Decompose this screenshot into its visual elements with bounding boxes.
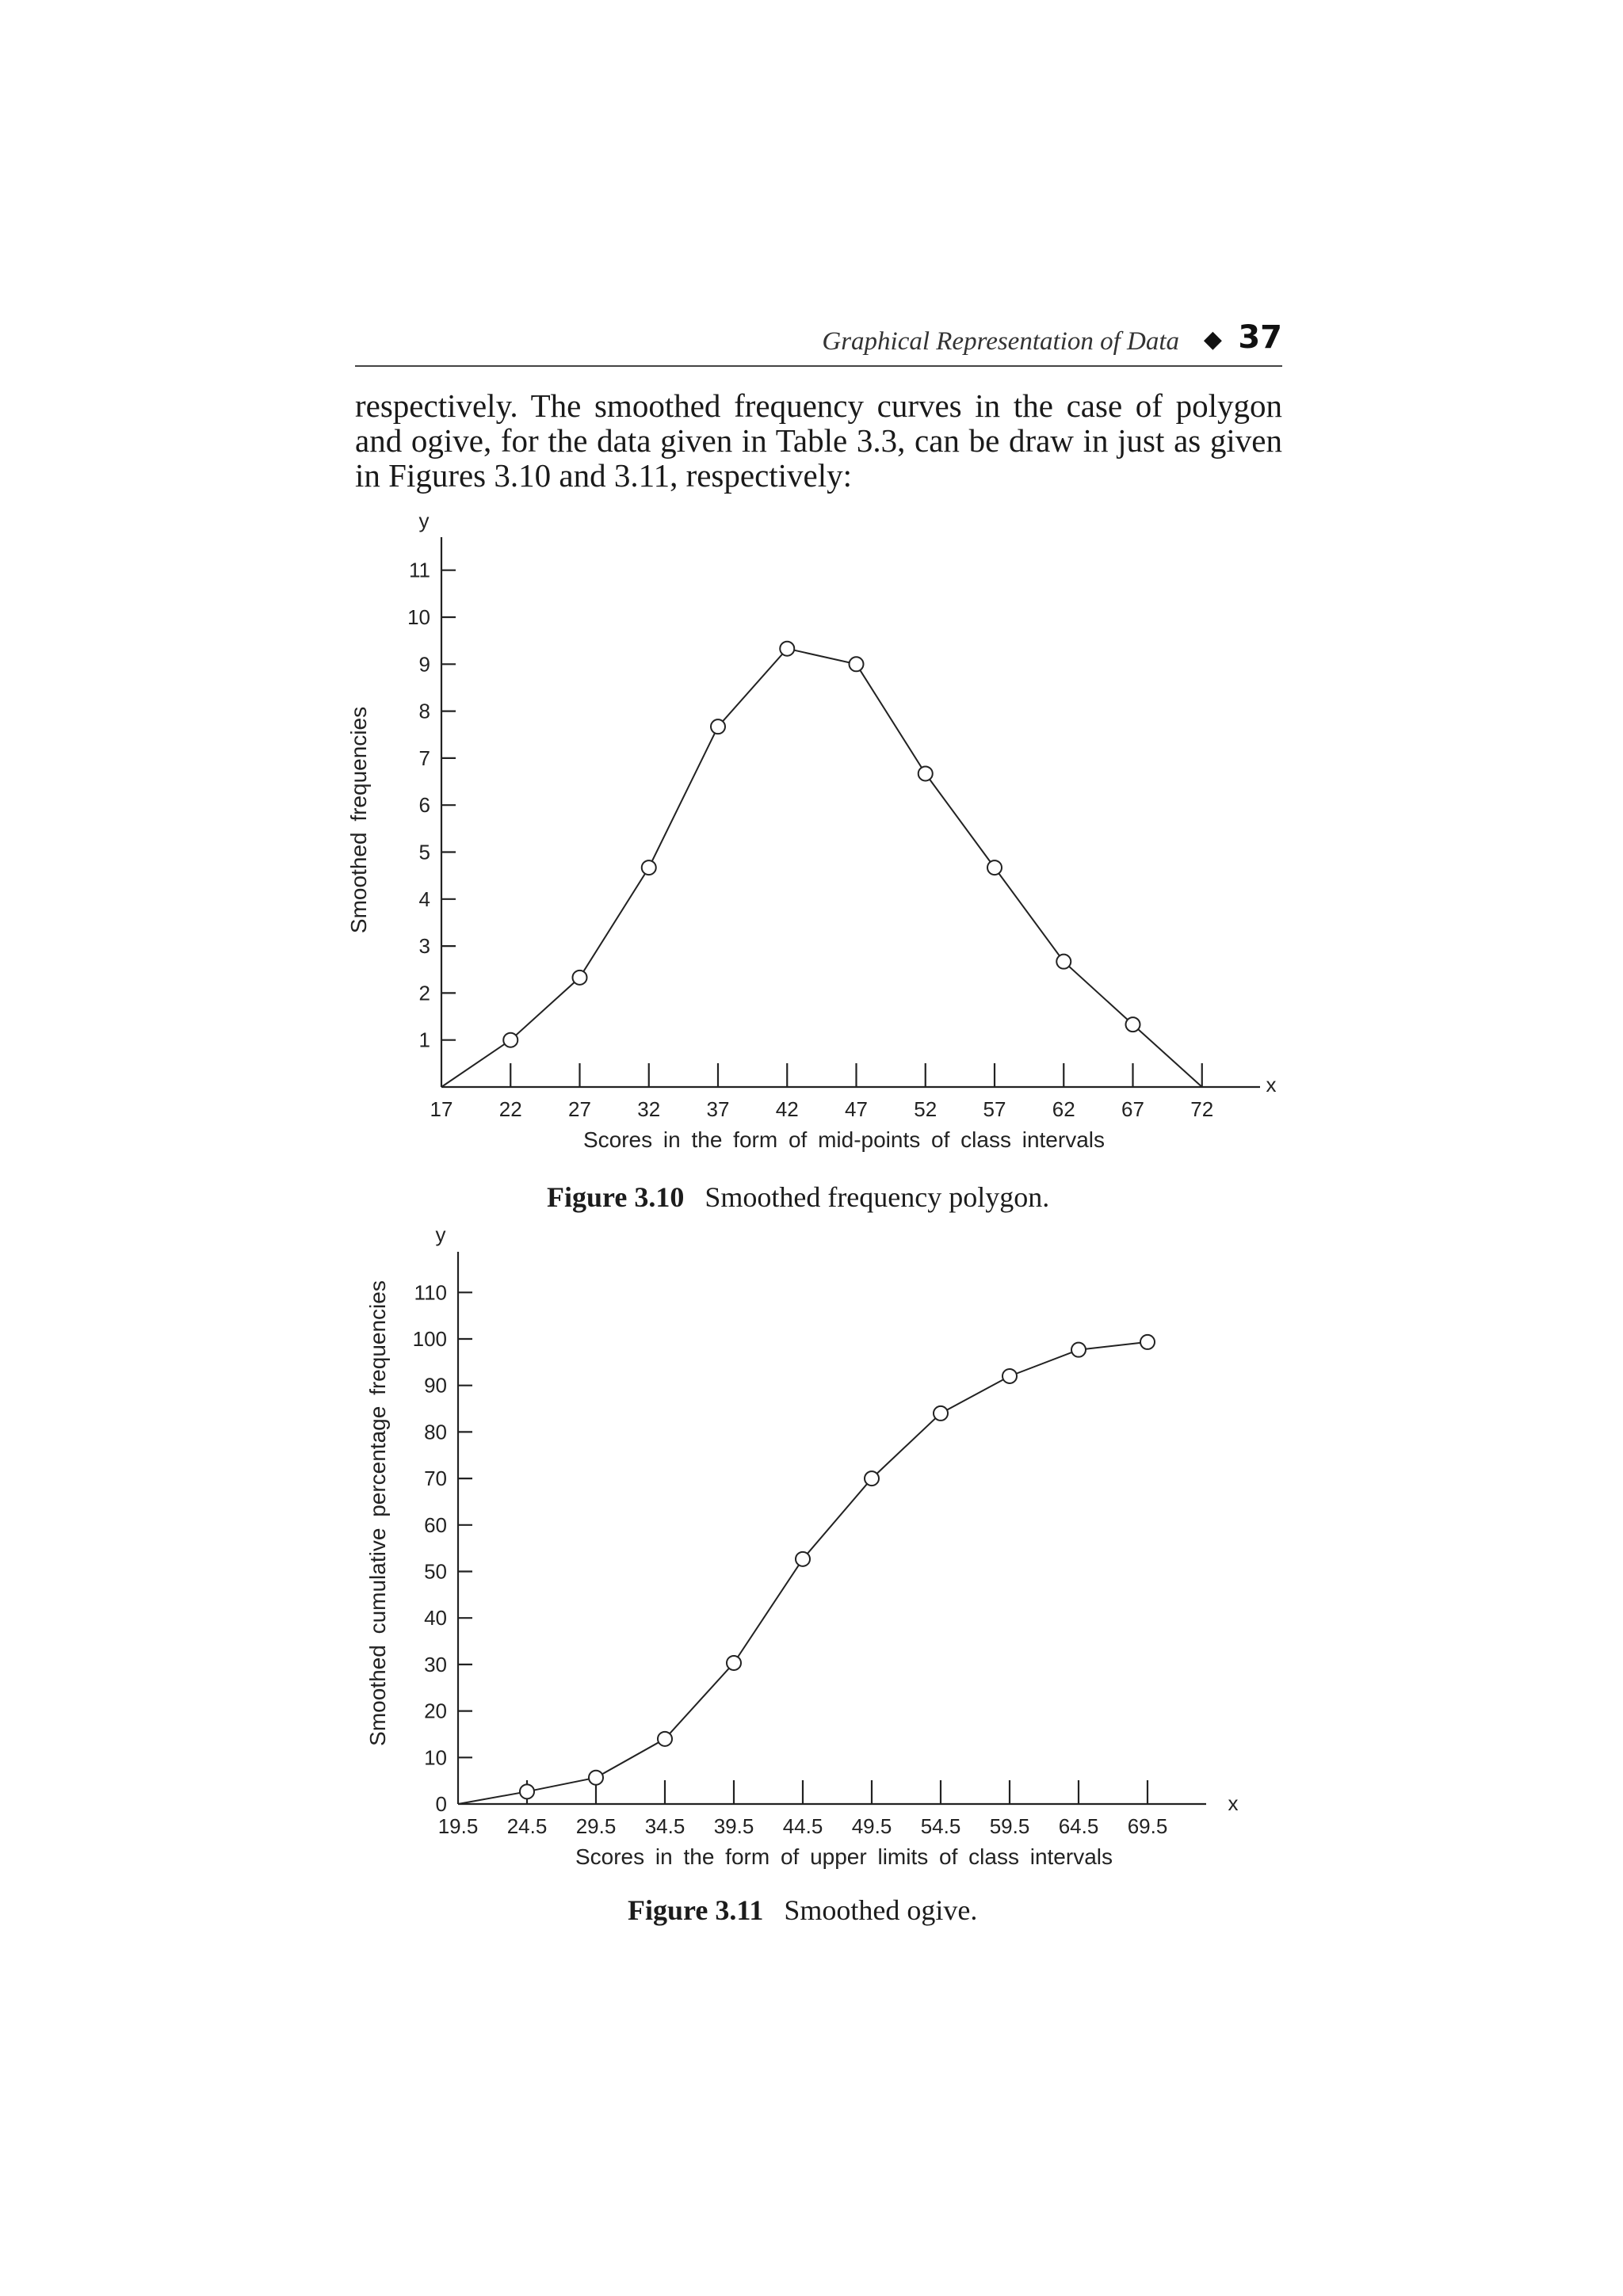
y-tick-label: 70	[424, 1466, 447, 1491]
data-point	[642, 860, 656, 875]
y-tick-label: 60	[424, 1512, 447, 1537]
x-tick-label: 47	[845, 1097, 868, 1121]
y-axis-title: Smoothed cumulative percentage frequencies	[365, 1280, 390, 1746]
x-tick-label: 27	[568, 1097, 591, 1121]
data-point	[796, 1552, 810, 1566]
data-point	[780, 642, 794, 656]
x-axis-letter: x	[1266, 1073, 1277, 1097]
y-tick-label: 40	[424, 1606, 447, 1630]
y-tick-label: 90	[424, 1373, 447, 1398]
x-tick-label: 34.5	[644, 1814, 685, 1838]
body-text-line-3: in Figures 3.10 and 3.11, respectively:	[355, 457, 853, 494]
series-line	[458, 1342, 1148, 1804]
data-point	[865, 1471, 879, 1486]
x-tick-label: 39.5	[713, 1814, 754, 1838]
x-tick-label: 54.5	[920, 1814, 961, 1838]
data-point	[1071, 1343, 1086, 1357]
figure-3-10-label: Figure 3.10	[547, 1181, 685, 1213]
figure-3-11-text: Smoothed ogive.	[784, 1894, 978, 1926]
y-tick-label: 30	[424, 1652, 447, 1676]
y-tick-label: 5	[418, 840, 430, 864]
y-tick-label: 3	[418, 934, 430, 959]
data-point	[503, 1033, 517, 1047]
x-axis-title: Scores in the form of mid-points of class intervals	[582, 1127, 1106, 1152]
running-title: Graphical Representation of Data	[822, 327, 1179, 356]
y-tick-label: 11	[409, 558, 430, 582]
diamond-icon: ◆	[1203, 326, 1222, 353]
x-tick-label: 22	[498, 1097, 522, 1121]
x-tick-label: 64.5	[1058, 1814, 1099, 1838]
data-point	[573, 971, 587, 985]
y-axis-letter: y	[435, 1222, 446, 1246]
data-point	[934, 1406, 948, 1421]
y-tick-label: 4	[418, 887, 430, 911]
data-point	[727, 1656, 741, 1670]
y-tick-label: 2	[418, 981, 430, 1005]
body-text-line-2: and ogive, for the data given in Table 3.3, can be draw in just as given	[355, 422, 1282, 459]
x-tick-label: 52	[914, 1097, 938, 1121]
x-tick-label: 62	[1052, 1097, 1075, 1121]
y-tick-label: 10	[407, 605, 430, 629]
data-point	[658, 1732, 672, 1746]
data-point	[1140, 1335, 1155, 1349]
series-line	[441, 649, 1202, 1087]
figure-3-10-caption	[547, 1180, 1049, 1214]
y-axis-letter: y	[418, 509, 430, 532]
data-point	[1002, 1369, 1017, 1383]
y-tick-label: 50	[424, 1559, 447, 1584]
data-point	[711, 719, 725, 734]
page-number: 37	[1238, 319, 1282, 356]
x-tick-label: 44.5	[782, 1814, 823, 1838]
y-tick-label: 9	[418, 652, 430, 677]
data-point	[918, 766, 933, 780]
x-tick-label: 42	[775, 1097, 799, 1121]
y-axis-title: Smoothed frequencies	[346, 706, 371, 934]
x-tick-label: 24.5	[506, 1814, 548, 1838]
data-point	[1126, 1017, 1140, 1032]
x-tick-label: 32	[637, 1097, 661, 1121]
y-tick-label: 7	[418, 746, 430, 770]
x-tick-label: 49.5	[851, 1814, 892, 1838]
x-tick-label: 37	[706, 1097, 730, 1121]
data-point	[520, 1784, 534, 1798]
y-tick-label: 6	[418, 793, 430, 818]
x-axis-title: Scores in the form of upper limits of class intervals	[575, 1844, 1113, 1869]
x-tick-label: 19.5	[437, 1814, 479, 1838]
data-point	[850, 657, 864, 671]
x-tick-label: 67	[1121, 1097, 1144, 1121]
y-tick-label: 80	[424, 1420, 447, 1444]
y-tick-label: 1	[418, 1028, 430, 1052]
y-tick-label: 110	[414, 1280, 447, 1305]
figure-3-11-caption	[628, 1894, 977, 1927]
body-text-line-1: respectively. The smoothed frequency curves in the case of polygon	[355, 387, 1282, 424]
figure-3-11-label: Figure 3.11	[628, 1894, 764, 1926]
x-tick-label: 29.5	[575, 1814, 617, 1838]
figure-3-10-text: Smoothed frequency polygon.	[705, 1181, 1050, 1213]
y-tick-label: 8	[418, 699, 430, 723]
y-tick-label: 10	[424, 1745, 447, 1770]
chart-smoothed-ogive	[365, 1222, 1239, 1869]
x-tick-label: 57	[983, 1097, 1006, 1121]
x-axis-letter: x	[1228, 1791, 1239, 1815]
x-tick-label: 69.5	[1127, 1814, 1168, 1838]
x-tick-label: 72	[1190, 1097, 1214, 1121]
data-point	[589, 1771, 603, 1785]
chart-smoothed-frequency-polygon	[346, 509, 1277, 1152]
x-tick-label: 17	[430, 1097, 453, 1121]
y-tick-label: 20	[424, 1699, 447, 1723]
data-point	[987, 860, 1002, 875]
x-tick-label: 59.5	[989, 1814, 1030, 1838]
y-tick-label: 0	[435, 1792, 447, 1816]
data-point	[1056, 955, 1071, 969]
y-tick-label: 100	[412, 1327, 447, 1351]
